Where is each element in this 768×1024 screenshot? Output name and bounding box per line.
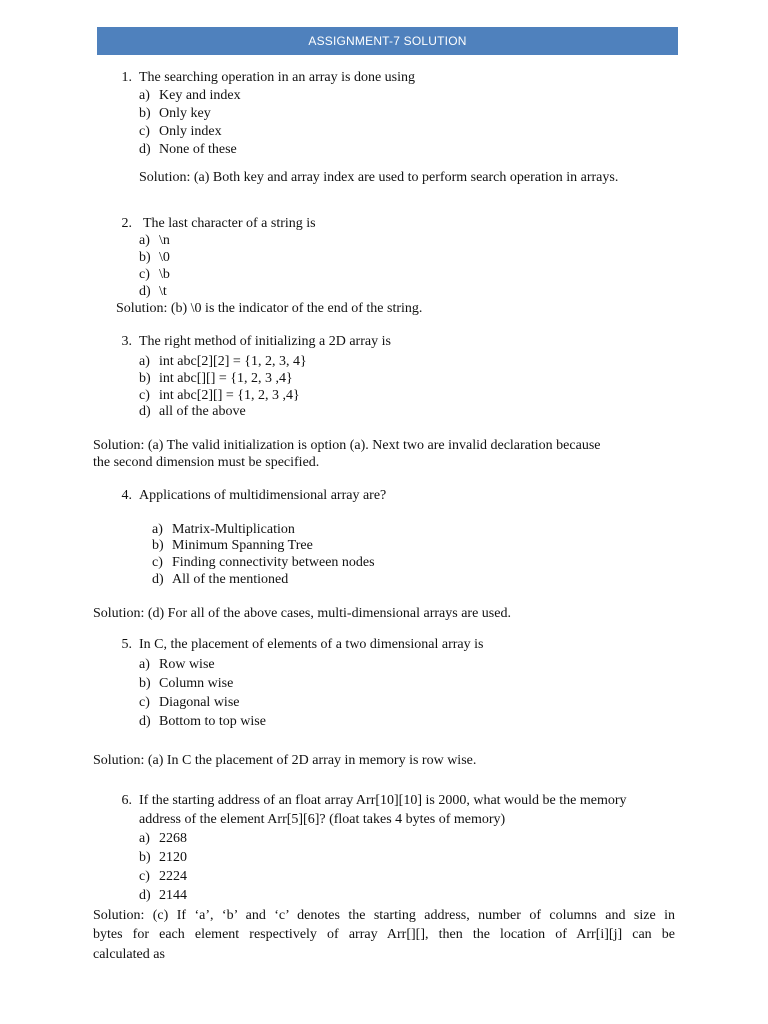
option-d: d) None of these [139, 142, 237, 157]
question-text: The last character of a string is [143, 216, 316, 231]
solution-text: Solution: (d) For all of the above cases, multi-dimensional arrays are used. [93, 606, 511, 621]
option-a: a) Key and index [139, 88, 241, 103]
question-number: 3. [121, 334, 132, 349]
option-b: b) int abc[][] = {1, 2, 3 ,4} [139, 371, 293, 386]
header-title: ASSIGNMENT-7 SOLUTION [308, 34, 467, 48]
option-b: b) Only key [139, 106, 211, 121]
option-b: b) 2120 [139, 850, 187, 865]
question-text: The searching operation in an array is done using [139, 70, 416, 85]
option-d: d) Bottom to top wise [139, 714, 266, 729]
question-number: 6. [121, 793, 132, 808]
option-d: d) \t [139, 284, 167, 299]
question-text-line1: If the starting address of an float array Arr[10][10] is 2000, what would be the memory [139, 793, 627, 808]
assignment-header [97, 27, 678, 55]
option-b: b) Minimum Spanning Tree [152, 538, 313, 553]
question-number: 5. [121, 637, 132, 652]
option-a: a) 2268 [139, 831, 187, 846]
question-text-line2: address of the element Arr[5][6]? (float takes 4 bytes of memory) [139, 812, 506, 827]
question-number: 2. [121, 216, 132, 231]
solution-text-line2: the second dimension must be specified. [93, 455, 320, 470]
solution-text-line2: bytes for each element respectively of array Arr[][], then the location of Arr[i][j] can be [93, 927, 675, 942]
option-d: d) 2144 [139, 888, 187, 903]
solution-text-line1: Solution: (c) If ‘a’, ‘b’ and ‘c’ denotes the starting address, number of columns and size in [93, 908, 675, 923]
question-text: Applications of multidimensional array are? [139, 488, 387, 503]
option-c: c) Only index [139, 124, 222, 139]
question-number: 1. [121, 70, 132, 85]
option-c: c) \b [139, 267, 170, 282]
option-a: a) int abc[2][2] = {1, 2, 3, 4} [139, 354, 307, 369]
option-c: c) 2224 [139, 869, 187, 884]
solution-text-line1: Solution: (a) The valid initialization is option (a). Next two are invalid declaration because [93, 438, 601, 453]
option-d: d) all of the above [139, 404, 246, 419]
solution-text: Solution: (a) Both key and array index are used to perform search operation in arrays. [139, 170, 619, 185]
option-c: c) int abc[2][] = {1, 2, 3 ,4} [139, 388, 300, 403]
option-a: a) Row wise [139, 657, 215, 672]
solution-text: Solution: (b) \0 is the indicator of the end of the string. [116, 301, 423, 316]
option-b: b) Column wise [139, 676, 234, 691]
question-text: The right method of initializing a 2D array is [139, 334, 391, 349]
option-d: d) All of the mentioned [152, 572, 289, 587]
question-number: 4. [121, 488, 132, 503]
solution-text-line3: calculated as [93, 947, 165, 962]
option-c: c) Diagonal wise [139, 695, 240, 710]
option-c: c) Finding connectivity between nodes [152, 555, 375, 570]
option-b: b) \0 [139, 250, 170, 265]
question-text: In C, the placement of elements of a two dimensional array is [139, 637, 484, 652]
option-a: a) \n [139, 233, 170, 248]
option-a: a) Matrix-Multiplication [152, 522, 295, 537]
solution-text: Solution: (a) In C the placement of 2D array in memory is row wise. [93, 753, 477, 768]
